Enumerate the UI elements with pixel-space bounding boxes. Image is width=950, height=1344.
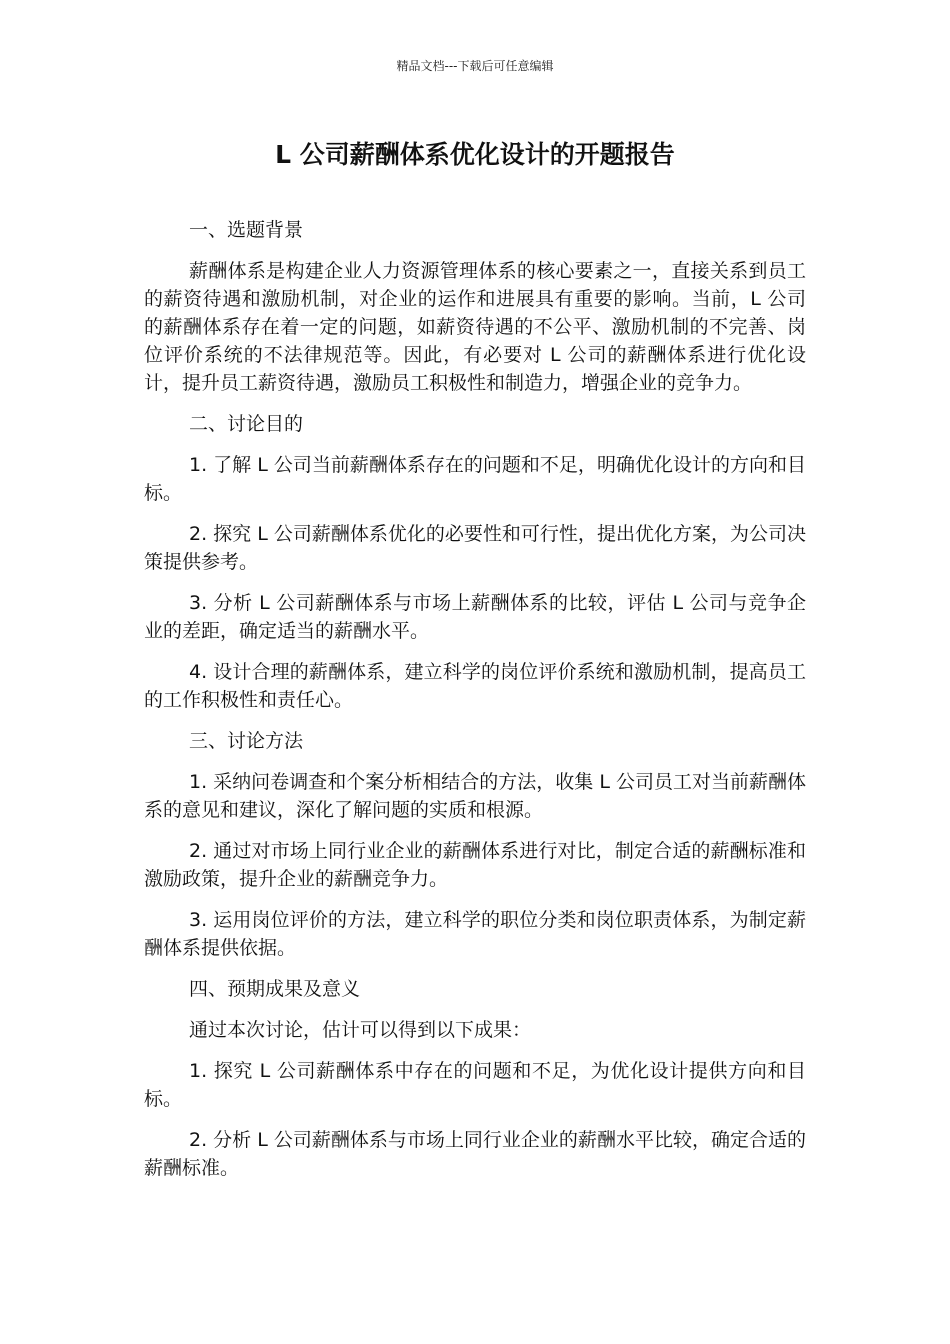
document-title: L 公司薪酬体系优化设计的开题报告 <box>275 140 675 169</box>
outcome-item-1: 1. 探究 L 公司薪酬体系中存在的问题和不足，为优化设计提供方向和目标。 <box>144 1060 806 1110</box>
section-heading-objectives: 二、讨论目的 <box>189 413 304 435</box>
method-item-3: 3. 运用岗位评价的方法，建立科学的职位分类和岗位职责体系，为制定薪酬体系提供依据。 <box>144 909 806 959</box>
section-heading-background: 一、选题背景 <box>189 219 304 241</box>
objective-item-3: 3. 分析 L 公司薪酬体系与市场上薪酬体系的比较，评估 L 公司与竞争企业的差距，确定适当的薪酬水平。 <box>144 592 806 642</box>
objective-item-4: 4. 设计合理的薪酬体系，建立科学的岗位评价系统和激励机制，提高员工的工作积极性和责任心。 <box>144 661 806 711</box>
document-body <box>144 216 806 1195</box>
outcome-item-2: 2. 分析 L 公司薪酬体系与市场上同行业企业的薪酬水平比较，确定合适的薪酬标准。 <box>144 1129 806 1179</box>
background-paragraph: 薪酬体系是构建企业人力资源管理体系的核心要素之一，直接关系到员工的薪资待遇和激励机制，对企业的运作和进展具有重要的影响。当前，L 公司的薪酬体系存在着一定的问题，如薪资待遇的不公平、激励机制的不完善、岗位评价系统的不法律规范等。因此，有必要对 L 公司的薪酬体系进行优化设计，提升员工薪资待遇，激励员工积极性和制造力，增强企业的竞争力。 <box>144 260 806 394</box>
page-header: 精品文档---下载后可任意编辑 <box>396 59 554 73</box>
objective-item-1: 1. 了解 L 公司当前薪酬体系存在的问题和不足，明确优化设计的方向和目标。 <box>144 454 806 504</box>
section-heading-methods: 三、讨论方法 <box>189 730 304 752</box>
outcomes-intro: 通过本次讨论，估计可以得到以下成果： <box>189 1019 532 1041</box>
method-item-2: 2. 通过对市场上同行业企业的薪酬体系进行对比，制定合适的薪酬标准和激励政策，提升企业的薪酬竞争力。 <box>144 840 806 890</box>
section-heading-outcomes: 四、预期成果及意义 <box>189 978 361 1000</box>
method-item-1: 1. 采纳问卷调查和个案分析相结合的方法，收集 L 公司员工对当前薪酬体系的意见和建议，深化了解问题的实质和根源。 <box>144 771 806 821</box>
objective-item-2: 2. 探究 L 公司薪酬体系优化的必要性和可行性，提出优化方案，为公司决策提供参考。 <box>144 523 806 573</box>
